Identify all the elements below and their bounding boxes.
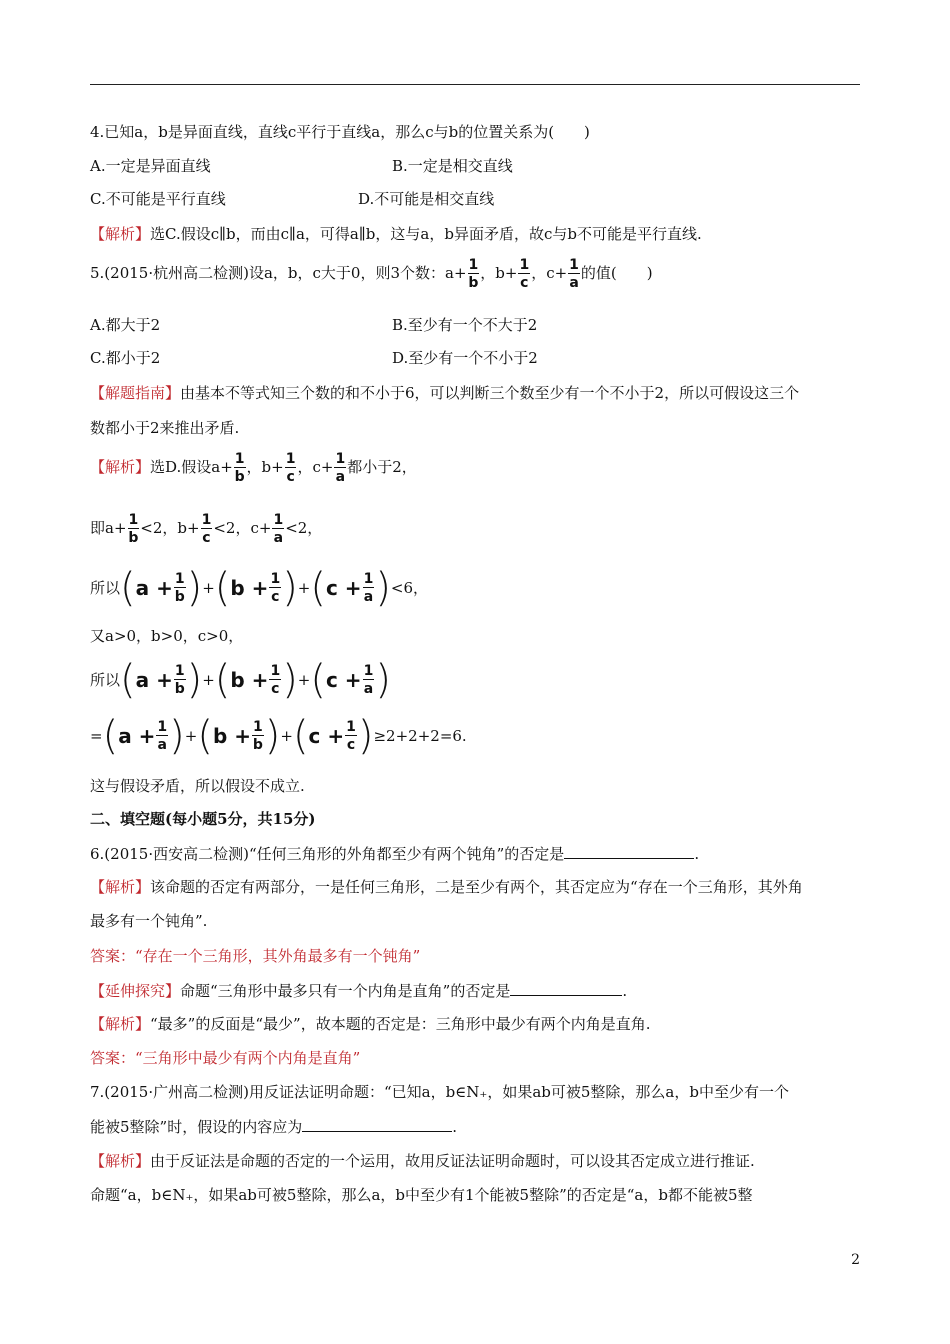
guide-tag: 【解题指南】 [90, 384, 181, 402]
fraction: $\frac{1}{a}$ [363, 571, 374, 605]
fraction: $\frac{1}{b}$ [174, 663, 185, 697]
q5-analysis-line2: 即a+ $\frac{1}{b}$ <2，b+ $\frac{1}{c}$ <2，c+ $\frac{1}{a}$ <2， [90, 512, 323, 546]
text: . [452, 1118, 457, 1136]
q6-ext-analysis [90, 1014, 650, 1034]
text: 命题“三角形中最多只有一个内角是直角”的否定是 [180, 982, 511, 1000]
text: = [90, 727, 103, 745]
text: 由于反证法是命题的否定的一个运用，故用反证法证明命题时，可以设其否定成立进行推证. [150, 1152, 755, 1170]
text: 6.(2015·西安高二检测)“任何三角形的外角都至少有两个钝角”的否定是 [90, 845, 565, 863]
q6-answer: 答案：“存在一个三角形，其外角最多有一个钝角” [90, 947, 421, 965]
q5-option-d: D.至少有一个不小于2 [392, 349, 538, 367]
page-number: 2 [851, 1252, 860, 1268]
text: “最多”的反面是“最少”，故本题的否定是：三角形中最少有两个内角是直角. [150, 1015, 651, 1033]
text: 即 [90, 519, 106, 537]
q5-stem: 5.(2015·杭州高二检测)设a，b，c大于0，则3个数：a+ $\frac{1}{b}$ ，b+ $\frac{1}{c}$ ，c+ $\frac{1}{a}$ 的值( ) [90, 257, 653, 291]
text: 能被5整除”时，假设的内容应为 [90, 1118, 303, 1136]
fraction: $\frac{1}{b}$ [234, 451, 245, 485]
q6-extension [90, 980, 627, 1001]
fraction: $\frac{1}{c}$ [285, 451, 296, 485]
answer-blank [510, 980, 622, 996]
extension-tag: 【延伸探究】 [90, 982, 181, 1000]
q5-analysis-line1: 【解析】选D.假设a+ $\frac{1}{b}$ ，b+ $\frac{1}{c}$ ，c+ $\frac{1}{a}$ 都小于2， [90, 451, 417, 485]
q5-analysis-line4: 又a>0，b>0，c>0， [90, 627, 244, 645]
text: 都小于2， [347, 458, 417, 476]
fraction: $\frac{1}{c}$ [201, 512, 212, 546]
fraction: $\frac{1}{a}$ [335, 451, 346, 485]
analysis-tag: 【解析】 [90, 1152, 151, 1170]
q5-option-c: C.都小于2 [90, 349, 161, 367]
analysis-tag: 【解析】 [90, 225, 151, 243]
q4-option-a: A.一定是异面直线 [90, 157, 211, 175]
q5-analysis-line7: 这与假设矛盾，所以假设不成立. [90, 777, 305, 795]
q4-option-b: B.一定是相交直线 [392, 157, 513, 175]
text: 所以 [90, 671, 121, 689]
text: <2， [285, 519, 323, 537]
fraction: $\frac{1}{c}$ [270, 571, 281, 605]
q5-stem-post: 的值( ) [580, 264, 653, 282]
q6-analysis-line1 [90, 877, 803, 897]
q5-guide-line2: 数都小于2来推出矛盾. [90, 419, 240, 437]
q5-option-a: A.都大于2 [90, 316, 161, 334]
q7-analysis-line1 [90, 1151, 755, 1171]
fraction: $\frac{1}{b}$ [252, 719, 263, 753]
fraction: $\frac{1}{c}$ [346, 719, 356, 753]
text: 选D.假设 [150, 458, 212, 476]
text: . [622, 982, 628, 1000]
answer-blank [564, 843, 694, 859]
q5-analysis-line6: = ( a + $\frac{1}{a}$ ) + ( b + $\frac{1}{b}$ ) + ( c + $\frac{1}{c}$ ) ≥2+2+2=6. [90, 713, 467, 759]
q5-guide-line1 [90, 383, 799, 403]
fraction: $\frac{1}{c}$ [270, 663, 281, 697]
q6-ext-answer: 答案：“三角形中最少有两个内角是直角” [90, 1049, 361, 1067]
q4-option-c: C.不可能是平行直线 [90, 190, 226, 208]
fraction: $\frac{1}{a}$ [157, 719, 168, 753]
q4-stem: 4.已知a，b是异面直线，直线c平行于直线a，那么c与b的位置关系为( ) [90, 123, 590, 141]
fraction: $\frac{1}{a}$ [273, 512, 284, 546]
text: 所以 [90, 579, 121, 597]
q5-guide-text: 由基本不等式知三个数的和不小于6，可以判断三个数至少有一个不小于2，所以可假设这三个 [180, 384, 800, 402]
fraction: $\frac{1}{a}$ [363, 663, 374, 697]
header-rule [90, 84, 860, 85]
q5-option-b: B.至少有一个不大于2 [392, 316, 538, 334]
fraction: $\frac{1}{b}$ [468, 257, 479, 291]
analysis-tag: 【解析】 [90, 458, 151, 476]
fraction: $\frac{1}{a}$ [569, 257, 579, 291]
fraction: $\frac{1}{b}$ [128, 512, 139, 546]
answer-blank [302, 1116, 452, 1132]
q7-analysis-line2: 命题“a，b∈N₊，如果ab可被5整除，那么a，b中至少有1个能被5整除”的否定是“a，b都不能被5整 [90, 1186, 753, 1204]
text: ≥2+2+2=6. [373, 727, 467, 745]
section-heading: 二、填空题(每小题5分，共15分) [90, 810, 316, 828]
fraction: $\frac{1}{c}$ [519, 257, 530, 291]
q5-analysis-line3: 所以 ( a + $\frac{1}{b}$ ) + ( b + $\frac{1}{c}$ ) + ( c + $\frac{1}{a}$ ) <6， [90, 565, 429, 611]
analysis-tag: 【解析】 [90, 1015, 151, 1033]
q6-stem [90, 843, 699, 864]
fraction: $\frac{1}{b}$ [174, 571, 185, 605]
q4-analysis [90, 224, 702, 244]
q7-stem-line1: 7.(2015·广州高二检测)用反证法证明命题：“已知a，b∈N₊，如果ab可被5整除，那么a，b中至少有一个 [90, 1083, 789, 1101]
analysis-tag: 【解析】 [90, 878, 151, 896]
q4-analysis-text: 选C.假设c∥b，而由c∥a，可得a∥b，这与a，b异面矛盾，故c与b不可能是平行直线. [150, 225, 702, 243]
text: . [694, 845, 700, 863]
q4-option-d: D.不可能是相交直线 [358, 190, 495, 208]
text: 该命题的否定有两部分，一是任何三角形，二是至少有两个，其否定应为“存在一个三角形，其外角 [150, 878, 803, 896]
q5-stem-pre: 5.(2015·杭州高二检测)设a，b，c大于0，则3个数： [90, 264, 445, 282]
text: <6， [390, 579, 429, 597]
q5-analysis-line5: 所以 ( a + $\frac{1}{b}$ ) + ( b + $\frac{1}{c}$ ) + ( c + $\frac{1}{a}$ ) [90, 657, 391, 703]
q7-stem-line2 [90, 1116, 457, 1137]
q6-analysis-line2: 最多有一个钝角”. [90, 912, 208, 930]
